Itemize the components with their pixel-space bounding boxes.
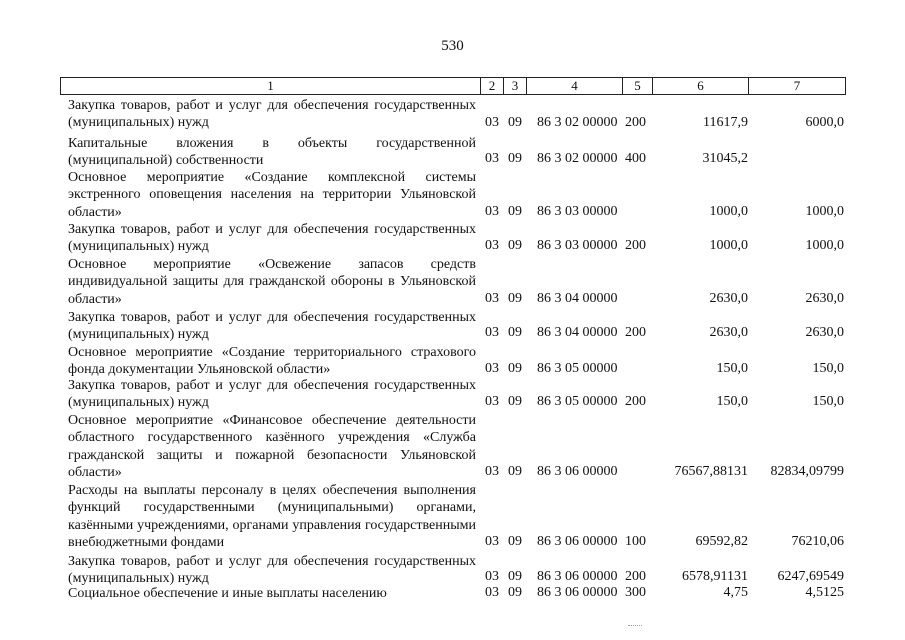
- cell-expense-type: 400: [625, 151, 646, 166]
- cell-amount-7: 2630,0: [805, 325, 844, 340]
- table-header: [60, 77, 846, 95]
- cell-expense-type: 100: [625, 534, 646, 549]
- header-col-6: 6: [653, 78, 749, 94]
- row-description: Расходы на выплаты персоналу в целях обеспечения выполнения функций государственными (муниципальными) органами, казёнными учреждениями, органами управления государственными внебюджетными фондами: [68, 483, 476, 550]
- header-col-1: 1: [61, 78, 481, 94]
- cell-amount-7: 82834,09799: [770, 464, 844, 479]
- cell-amount-7: 4,5125: [805, 585, 844, 600]
- row-description: Закупка товаров, работ и услуг для обеспечения государственных (муниципальных) нужд: [68, 310, 476, 343]
- cell-amount-6: 2630,0: [709, 325, 748, 340]
- cell-subsection: 09: [508, 291, 522, 306]
- row-description: Закупка товаров, работ и услуг для обеспечения государственных (муниципальных) нужд: [68, 222, 476, 255]
- cell-target-article: 86 3 06 00000: [537, 569, 618, 584]
- row-description: Социальное обеспечение и иные выплаты населению: [68, 586, 387, 601]
- cell-amount-6: 31045,2: [702, 151, 748, 166]
- header-col-7: 7: [793, 78, 801, 93]
- cell-target-article: 86 3 02 00000: [537, 115, 618, 130]
- cell-amount-6: 2630,0: [709, 291, 748, 306]
- cell-target-article: 86 3 04 00000: [537, 291, 618, 306]
- header-col-3: 3: [504, 78, 527, 94]
- cell-subsection: 09: [508, 238, 522, 253]
- cell-amount-6: 1000,0: [709, 204, 748, 219]
- cell-section: 03: [485, 325, 499, 340]
- cell-amount-6: 150,0: [716, 361, 748, 376]
- row-description: Закупка товаров, работ и услуг для обеспечения государственных (муниципальных) нужд: [68, 378, 476, 411]
- cell-section: 03: [485, 569, 499, 584]
- row-description: Основное мероприятие «Создание комплексной системы экстренного оповещения населения на территории Ульяновской области»: [68, 170, 476, 220]
- cell-section: 03: [485, 464, 499, 479]
- cell-expense-type: 300: [625, 585, 646, 600]
- cell-subsection: 09: [508, 361, 522, 376]
- cell-target-article: 86 3 03 00000: [537, 238, 618, 253]
- cell-amount-6: 76567,88131: [674, 464, 748, 479]
- cell-amount-6: 6578,91131: [682, 569, 748, 584]
- cell-target-article: 86 3 05 00000: [537, 394, 618, 409]
- cell-subsection: 09: [508, 151, 522, 166]
- cell-amount-7: 150,0: [812, 361, 844, 376]
- cell-subsection: 09: [508, 325, 522, 340]
- cell-expense-type: 200: [625, 115, 646, 130]
- cell-amount-7: 6000,0: [805, 115, 844, 130]
- cell-section: 03: [485, 115, 499, 130]
- cell-amount-7: 1000,0: [805, 204, 844, 219]
- cell-subsection: 09: [508, 585, 522, 600]
- cell-target-article: 86 3 06 00000: [537, 534, 618, 549]
- cell-amount-6: 150,0: [716, 394, 748, 409]
- scan-artifact: [628, 625, 642, 628]
- cell-target-article: 86 3 05 00000: [537, 361, 618, 376]
- cell-amount-7: 2630,0: [805, 291, 844, 306]
- cell-subsection: 09: [508, 569, 522, 584]
- row-description: Закупка товаров, работ и услуг для обеспечения государственных (муниципальных) нужд: [68, 554, 476, 587]
- cell-amount-6: 1000,0: [709, 238, 748, 253]
- header-col-4: 4: [527, 78, 623, 94]
- cell-section: 03: [485, 394, 499, 409]
- cell-subsection: 09: [508, 115, 522, 130]
- cell-target-article: 86 3 02 00000: [537, 151, 618, 166]
- row-description: Основное мероприятие «Освежение запасов средств индивидуальной защиты для гражданской обороны в Ульяновской области»: [68, 257, 476, 307]
- cell-section: 03: [485, 151, 499, 166]
- row-description: Основное мероприятие «Финансовое обеспечение деятельности областного государственного казённого учреждения «Служба гражданской защиты и пожарной безопасности Ульяновской области»: [68, 413, 476, 480]
- cell-section: 03: [485, 585, 499, 600]
- row-description: Закупка товаров, работ и услуг для обеспечения государственных (муниципальных) нужд: [68, 98, 476, 131]
- cell-subsection: 09: [508, 464, 522, 479]
- cell-section: 03: [485, 291, 499, 306]
- cell-amount-6: 69592,82: [695, 534, 748, 549]
- cell-amount-7: 150,0: [812, 394, 844, 409]
- cell-amount-7: 6247,69549: [777, 569, 844, 584]
- cell-expense-type: 200: [625, 238, 646, 253]
- cell-amount-6: 4,75: [723, 585, 748, 600]
- cell-subsection: 09: [508, 204, 522, 219]
- cell-target-article: 86 3 04 00000: [537, 325, 618, 340]
- page-number: 530: [441, 38, 464, 54]
- cell-section: 03: [485, 204, 499, 219]
- header-col-2: 2: [481, 78, 504, 94]
- cell-section: 03: [485, 238, 499, 253]
- cell-amount-7: 1000,0: [805, 238, 844, 253]
- cell-target-article: 86 3 06 00000: [537, 585, 618, 600]
- cell-section: 03: [485, 534, 499, 549]
- cell-expense-type: 200: [625, 569, 646, 584]
- cell-subsection: 09: [508, 534, 522, 549]
- cell-expense-type: 200: [625, 325, 646, 340]
- row-description: Капитальные вложения в объекты государственной (муниципальной) собственности: [68, 136, 476, 169]
- header-col-5: 5: [623, 78, 653, 94]
- cell-target-article: 86 3 06 00000: [537, 464, 618, 479]
- cell-section: 03: [485, 361, 499, 376]
- cell-subsection: 09: [508, 394, 522, 409]
- cell-amount-7: 76210,06: [791, 534, 844, 549]
- row-description: Основное мероприятие «Создание территориального страхового фонда документации Ульяновской области»: [68, 345, 476, 378]
- cell-amount-6: 11617,9: [703, 115, 748, 130]
- cell-target-article: 86 3 03 00000: [537, 204, 618, 219]
- cell-expense-type: 200: [625, 394, 646, 409]
